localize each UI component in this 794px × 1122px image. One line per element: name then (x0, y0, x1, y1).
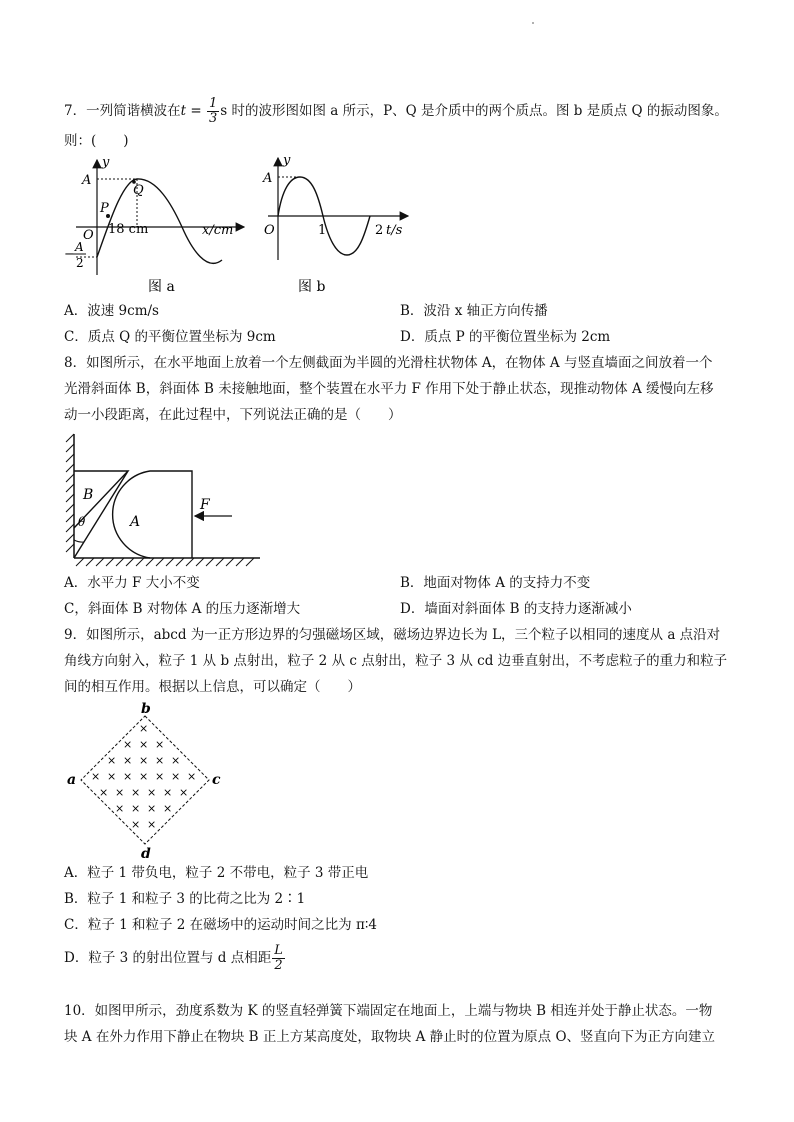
q7-stem-line1: 7．一列简谐横波在t = $\frac{1}{3}$ s 时的波形图如图 a 所示，P、Q 是介质中的两个质点。图 b 是质点 Q 的振动图象。 (64, 96, 728, 126)
q8-wall-hatch (66, 434, 74, 552)
field-cross: × (131, 818, 141, 831)
fig-a-a-label: A (82, 173, 92, 188)
q8-label-theta: θ (78, 515, 86, 529)
q8-figure (62, 428, 272, 568)
q9-figure (64, 700, 224, 860)
q7-stem-line2: 则：( ) (64, 133, 129, 149)
q8-option-b[interactable]: B．地面对物体 A 的支持力不变 (400, 575, 591, 591)
field-cross: × (131, 802, 141, 815)
q8-stem-line1: 8．如图所示，在水平地面上放着一个左侧截面为半圆的光滑柱状物体 A，在物体 A 与竖直墙面之间放着一个 (64, 355, 713, 371)
field-cross: × (147, 786, 157, 799)
q7-figure-a (62, 150, 262, 300)
field-cross: × (147, 818, 157, 831)
q9-option-a[interactable]: A．粒子 1 带负电，粒子 2 不带电，粒子 3 带正电 (64, 865, 369, 881)
field-cross: × (123, 754, 133, 767)
q8-label-a: A (130, 514, 141, 530)
fig-b-tick-2: 2 (375, 223, 384, 238)
field-cross: × (123, 770, 133, 783)
field-cross: × (107, 770, 117, 783)
fig-a-distance-label: 18 cm (108, 222, 149, 237)
q8-label-b: B (83, 487, 94, 503)
field-cross: × (91, 770, 101, 783)
field-cross: × (163, 786, 173, 799)
q8-option-d[interactable]: D．墙面对斜面体 B 的支持力逐渐减小 (400, 601, 632, 617)
q9-stem-line2: 角线方向射入，粒子 1 从 b 点射出，粒子 2 从 c 点射出，粒子 3 从 cd 边垂直射出，不考虑粒子的重力和粒子 (64, 653, 728, 669)
q9-stem-line1: 9．如图所示，abcd 为一正方形边界的匀强磁场区域，磁场边界边长为 L，三个粒子以相同的速度从 a 点沿对 (64, 627, 721, 643)
speck (532, 22, 534, 24)
field-cross: × (139, 738, 149, 751)
field-cross: × (99, 786, 109, 799)
q7-option-b[interactable]: B．波沿 x 轴正方向传播 (400, 303, 548, 319)
q7-option-d[interactable]: D．质点 P 的平衡位置坐标为 2cm (400, 329, 611, 345)
fig-b-y-label: y (283, 153, 291, 168)
fig-a-p-label: P (100, 201, 109, 216)
q9-label-d: d (141, 846, 151, 860)
field-cross: × (115, 802, 125, 815)
fig-b-a-label: A (263, 171, 273, 186)
q10-stem-line1: 10．如图甲所示，劲度系数为 K 的竖直轻弹簧下端固定在地面上，上端与物块 B 相连并处于静止状态。一物 (64, 1003, 713, 1019)
fig-a-q-label: Q (133, 183, 144, 198)
field-cross: × (155, 754, 165, 767)
field-cross: × (171, 754, 181, 767)
q8-option-c[interactable]: C，斜面体 B 对物体 A 的压力逐渐增大 (64, 601, 301, 617)
q10-stem-line2: 块 A 在外力作用下静止在物块 B 正上方某高度处，取物块 A 静止时的位置为原点 O、竖直向下为正方向建立 (64, 1029, 716, 1045)
fig-a-y-label: y (102, 155, 110, 170)
field-cross: × (187, 770, 197, 783)
q9-option-b[interactable]: B．粒子 1 和粒子 3 的比荷之比为 2∶1 (64, 891, 306, 907)
field-cross: × (171, 770, 181, 783)
field-cross: × (115, 786, 125, 799)
field-cross: × (139, 754, 149, 767)
q9-label-b: b (141, 701, 151, 717)
q8-body-a (113, 471, 192, 558)
q8-label-f: F (200, 497, 210, 513)
fig-a-caption: 图 a (148, 279, 175, 295)
q9-label-c: c (212, 772, 221, 788)
q9-option-d[interactable]: D．粒子 3 的射出位置与 d 点相距 $\frac{L}{2}$ (64, 943, 283, 973)
field-cross: × (139, 770, 149, 783)
q8-theta-arc (74, 540, 84, 542)
q7-figure-b (252, 150, 412, 300)
field-cross: × (179, 786, 189, 799)
field-cross: × (123, 738, 133, 751)
q7-time-fraction: $\frac{1}{3}$ (208, 96, 218, 126)
q9-magnetic-field-crosses (91, 722, 196, 831)
q9-option-c[interactable]: C．粒子 1 和粒子 2 在磁场中的运动时间之比为 π∶4 (64, 917, 377, 933)
fig-b-origin-label: O (264, 223, 275, 238)
field-cross: × (155, 770, 165, 783)
fig-b-tick-1: 1 (318, 223, 327, 238)
field-cross: × (163, 802, 173, 815)
field-cross: × (107, 754, 117, 767)
fig-b-t-unit: t/s (386, 223, 403, 238)
q8-stem-line2: 光滑斜面体 B，斜面体 B 未接触地面，整个装置在水平力 F 作用下处于静止状态，现推动物体 A 缓慢向左移 (64, 381, 714, 397)
fig-a-half-a-den: 2 (76, 256, 84, 270)
q8-option-a[interactable]: A．水平力 F 大小不变 (64, 575, 200, 591)
fig-a-x-unit: x/cm (202, 223, 234, 238)
q9-label-a: a (67, 772, 77, 788)
q9-option-d-fraction: $\frac{L}{2}$ (274, 943, 283, 973)
q7-option-c[interactable]: C．质点 Q 的平衡位置坐标为 9cm (64, 329, 276, 345)
q9-stem-line3: 间的相互作用。根据以上信息，可以确定（ ） (64, 679, 361, 695)
field-cross: × (131, 786, 141, 799)
fig-b-caption: 图 b (298, 279, 326, 295)
field-cross: × (155, 738, 165, 751)
q8-stem-line3: 动一小段距离，在此过程中，下列说法正确的是（ ） (64, 407, 402, 423)
field-cross: × (139, 722, 149, 735)
fig-a-origin-label: O (83, 228, 94, 243)
q8-ground-hatch (76, 558, 254, 566)
fig-a-minus: − (64, 247, 75, 262)
field-cross: × (147, 802, 157, 815)
fig-a-half-a-num: A (75, 240, 84, 254)
q7-option-a[interactable]: A．波速 9cm/s (64, 303, 159, 319)
